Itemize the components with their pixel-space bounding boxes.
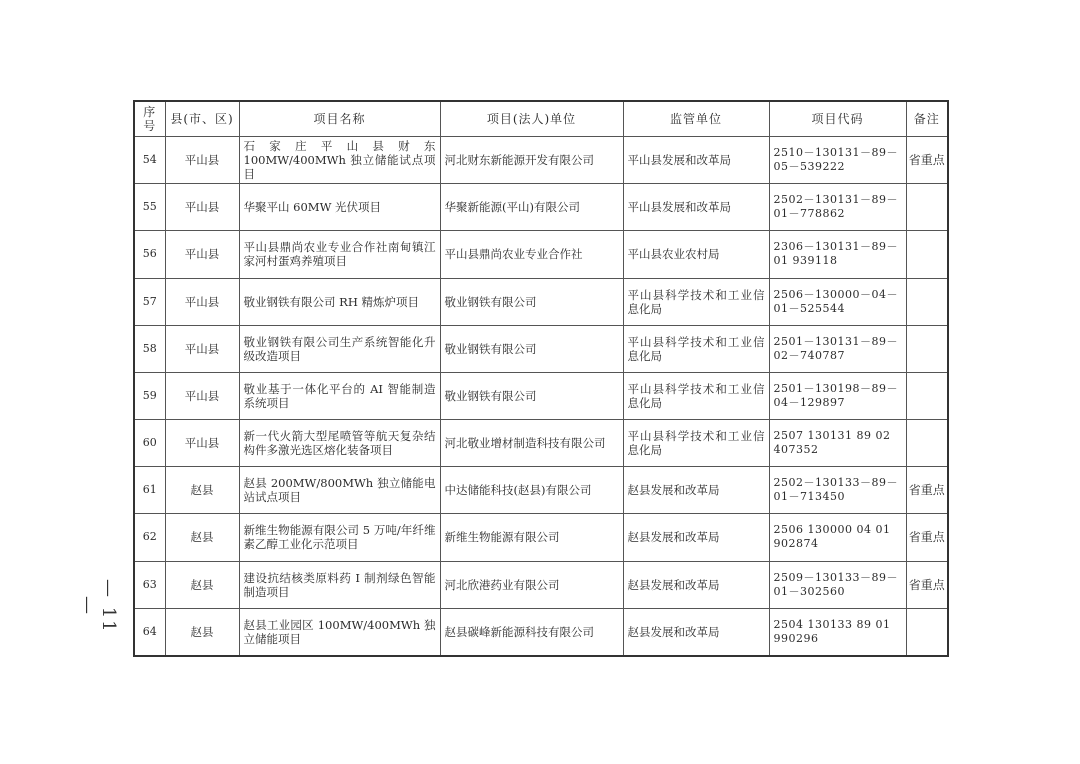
cell-county: 平山县 (165, 278, 239, 325)
cell-note (906, 278, 948, 325)
cell-supervisor: 赵县发展和改革局 (623, 467, 769, 514)
cell-supervisor: 平山县农业农村局 (623, 231, 769, 278)
table-row (134, 278, 948, 325)
cell-project-unit: 河北欣港药业有限公司 (440, 561, 623, 608)
cell-project-name: 新一代火箭大型尾喷管等航天复杂结构件多激光选区熔化装备项目 (239, 420, 440, 467)
cell-project-code: 2502－130131－89－01－778862 (769, 184, 906, 231)
table-row (134, 231, 948, 278)
cell-county: 平山县 (165, 231, 239, 278)
cell-seq: 61 (134, 467, 165, 514)
cell-seq: 57 (134, 278, 165, 325)
cell-seq: 55 (134, 184, 165, 231)
cell-project-name: 敬业基于一体化平台的 AI 智能制造系统项目 (239, 372, 440, 419)
cell-supervisor: 赵县发展和改革局 (623, 514, 769, 561)
cell-project-code: 2506 130000 04 01 902874 (769, 514, 906, 561)
cell-supervisor: 平山县发展和改革局 (623, 184, 769, 231)
table-row (134, 137, 948, 184)
header-project-name: 项目名称 (239, 101, 440, 137)
cell-county: 赵县 (165, 467, 239, 514)
cell-supervisor: 平山县科学技术和工业信息化局 (623, 420, 769, 467)
cell-project-unit: 河北敬业增材制造科技有限公司 (440, 420, 623, 467)
table-row (134, 467, 948, 514)
header-seq: 序号 (134, 101, 165, 137)
cell-project-code: 2507 130131 89 02 407352 (769, 420, 906, 467)
cell-note (906, 184, 948, 231)
cell-county: 平山县 (165, 325, 239, 372)
cell-seq: 62 (134, 514, 165, 561)
cell-note: 省重点 (906, 561, 948, 608)
cell-project-code: 2501－130198－89－04－129897 (769, 372, 906, 419)
cell-project-code: 2504 130133 89 01 990296 (769, 608, 906, 656)
cell-note (906, 372, 948, 419)
cell-county: 赵县 (165, 608, 239, 656)
cell-supervisor: 赵县发展和改革局 (623, 608, 769, 656)
page-number: — 11 — (77, 578, 119, 634)
cell-project-name: 平山县鼎尚农业专业合作社南甸镇江家河村蛋鸡养殖项目 (239, 231, 440, 278)
cell-project-code: 2510－130131－89－05－539222 (769, 137, 906, 184)
cell-supervisor: 平山县科学技术和工业信息化局 (623, 372, 769, 419)
cell-county: 平山县 (165, 420, 239, 467)
cell-project-unit: 敬业钢铁有限公司 (440, 278, 623, 325)
cell-project-name: 石家庄平山县财东 100MW/400MWh 独立储能试点项目 (239, 137, 440, 184)
cell-note (906, 231, 948, 278)
cell-supervisor: 赵县发展和改革局 (623, 561, 769, 608)
cell-seq: 56 (134, 231, 165, 278)
cell-county: 平山县 (165, 137, 239, 184)
cell-seq: 59 (134, 372, 165, 419)
table-row (134, 420, 948, 467)
cell-county: 平山县 (165, 184, 239, 231)
cell-county: 赵县 (165, 561, 239, 608)
cell-project-unit: 新维生物能源有限公司 (440, 514, 623, 561)
cell-note: 省重点 (906, 514, 948, 561)
header-project-code: 项目代码 (769, 101, 906, 137)
cell-seq: 64 (134, 608, 165, 656)
cell-note (906, 608, 948, 656)
cell-project-unit: 华聚新能源(平山)有限公司 (440, 184, 623, 231)
cell-project-name: 敬业钢铁有限公司 RH 精炼炉项目 (239, 278, 440, 325)
cell-seq: 63 (134, 561, 165, 608)
cell-project-unit: 赵县碳峰新能源科技有限公司 (440, 608, 623, 656)
header-county: 县(市、区) (165, 101, 239, 137)
cell-project-unit: 河北财东新能源开发有限公司 (440, 137, 623, 184)
cell-project-code: 2502－130133－89－01－713450 (769, 467, 906, 514)
table-row (134, 184, 948, 231)
header-note: 备注 (906, 101, 948, 137)
project-table (133, 100, 949, 657)
cell-project-name: 建设抗结核类原料药 I 制剂绿色智能制造项目 (239, 561, 440, 608)
cell-note (906, 420, 948, 467)
cell-project-unit: 中达储能科技(赵县)有限公司 (440, 467, 623, 514)
header-supervisor: 监管单位 (623, 101, 769, 137)
table-header-row (134, 101, 948, 137)
cell-seq: 58 (134, 325, 165, 372)
cell-project-unit: 敬业钢铁有限公司 (440, 325, 623, 372)
cell-project-name: 赵县 200MW/800MWh 独立储能电站试点项目 (239, 467, 440, 514)
header-project-unit: 项目(法人)单位 (440, 101, 623, 137)
cell-project-code: 2501－130131－89－02－740787 (769, 325, 906, 372)
cell-supervisor: 平山县发展和改革局 (623, 137, 769, 184)
cell-project-unit: 平山县鼎尚农业专业合作社 (440, 231, 623, 278)
cell-supervisor: 平山县科学技术和工业信息化局 (623, 325, 769, 372)
cell-project-code: 2506－130000－04－01－525544 (769, 278, 906, 325)
cell-project-code: 2509－130133－89－01－302560 (769, 561, 906, 608)
cell-project-name: 赵县工业园区 100MW/400MWh 独立储能项目 (239, 608, 440, 656)
table-row (134, 561, 948, 608)
cell-seq: 60 (134, 420, 165, 467)
cell-project-unit: 敬业钢铁有限公司 (440, 372, 623, 419)
table-row (134, 514, 948, 561)
cell-project-name: 新维生物能源有限公司 5 万吨/年纤维素乙醇工业化示范项目 (239, 514, 440, 561)
cell-project-name: 华聚平山 60MW 光伏项目 (239, 184, 440, 231)
cell-project-code: 2306－130131－89－01 939118 (769, 231, 906, 278)
table-row (134, 608, 948, 656)
table-row (134, 372, 948, 419)
cell-project-name: 敬业钢铁有限公司生产系统智能化升级改造项目 (239, 325, 440, 372)
cell-county: 赵县 (165, 514, 239, 561)
cell-seq: 54 (134, 137, 165, 184)
cell-note: 省重点 (906, 467, 948, 514)
cell-note: 省重点 (906, 137, 948, 184)
cell-supervisor: 平山县科学技术和工业信息化局 (623, 278, 769, 325)
table-row (134, 325, 948, 372)
cell-county: 平山县 (165, 372, 239, 419)
cell-note (906, 325, 948, 372)
